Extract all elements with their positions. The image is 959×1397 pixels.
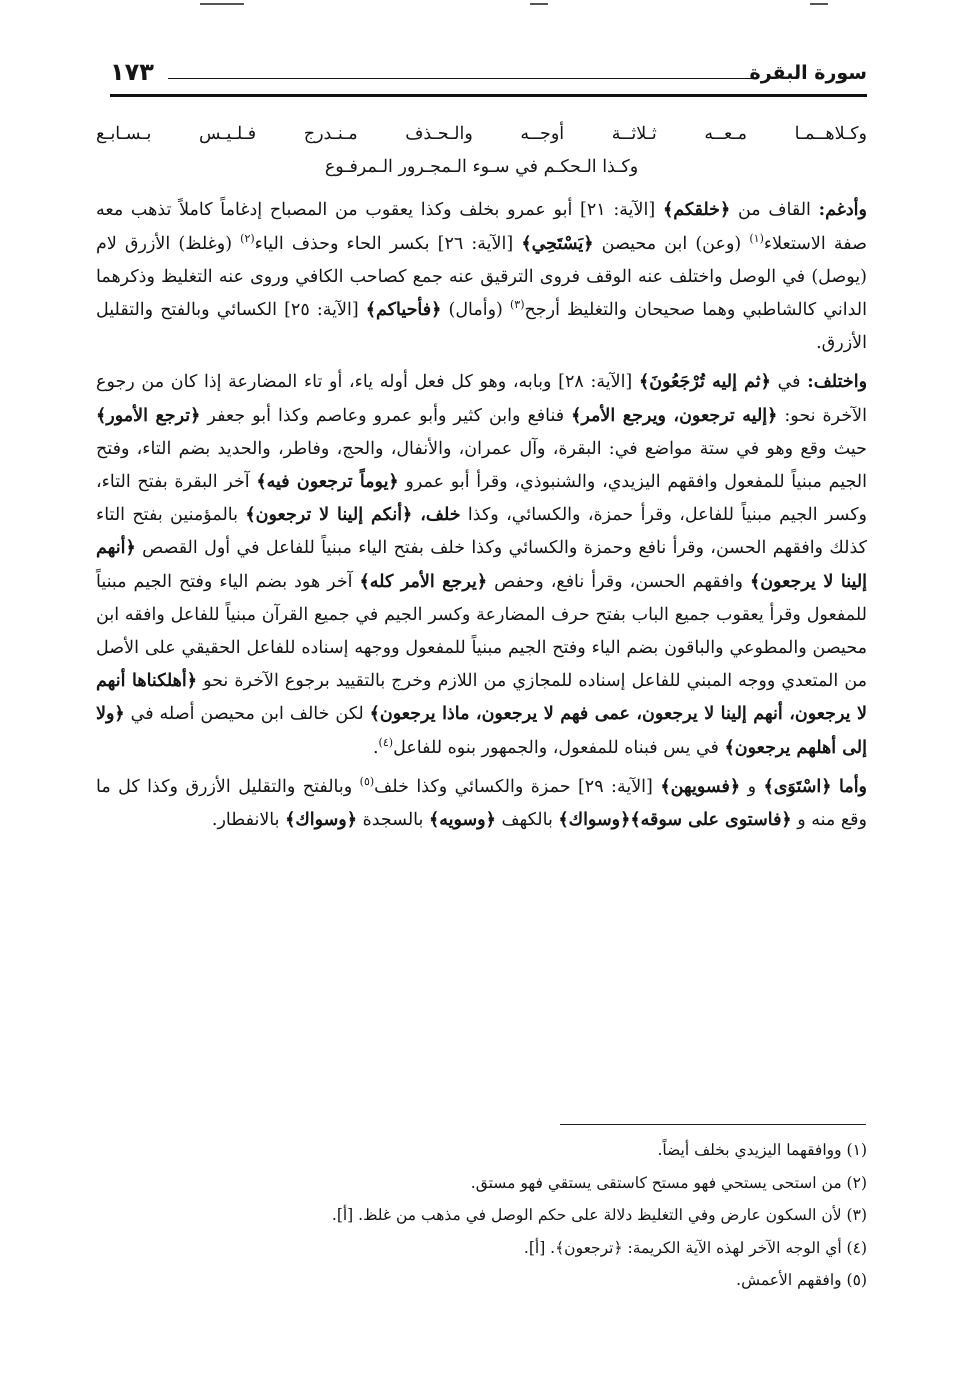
header-rule: [168, 78, 757, 79]
quran-quote: ﴿فسويهن﴾: [660, 776, 741, 797]
text-run: في يس فبناه للمفعول، والجمهور بنوه للفاعل: [393, 737, 725, 758]
text-run: في: [770, 372, 808, 393]
text-run: بالمؤمنين بفتح التاء كذلك وافقهم الحسن، وقرأ نافع وحمزة والكسائي وكذا خلف بفتح الياء مبنياً للفاعل في أول القصص: [96, 505, 867, 559]
text-run: (وعن) ابن محيصن: [593, 233, 750, 254]
verse-line: وكـذا الـحكـم في سـوء الـمجـرور الـمرفـوع: [324, 157, 639, 178]
footnote: (٥) وافقهم الأعمش.: [736, 1271, 867, 1289]
verse-block: [96, 118, 867, 184]
quran-quote: ﴿خلقكم﴾: [662, 200, 731, 221]
paragraphs: [96, 194, 867, 837]
paragraph: [96, 194, 867, 360]
quran-quote: ﴿إليه ترجعون، ويرجع الأمر﴾: [571, 405, 778, 426]
page-header: [110, 58, 867, 97]
footnote-separator: [560, 1124, 866, 1125]
quran-quote: ﴿يوماً ترجعون فيه﴾: [256, 472, 399, 493]
paragraph-lead: وأدغم:: [818, 200, 867, 221]
quran-quote: ﴿فأحياكم﴾: [365, 300, 442, 321]
paragraph-lead: وأما: [838, 776, 868, 797]
text-run: [832, 777, 839, 797]
footnote-ref: (٣): [510, 298, 525, 312]
footnote-ref: (٤): [378, 735, 394, 749]
page-body: [96, 118, 867, 843]
text-run: (وأمال): [441, 300, 510, 321]
footnote: (٢) من استحى يستحي فهو مستح كاستقى يستقي فهو مستق.: [470, 1173, 867, 1192]
surah-title: سورة البقرة: [749, 62, 867, 84]
text-run: لكن خالف ابن محيصن أصله في: [124, 704, 370, 725]
quran-quote: ﴿ثم إليه تُرْجَعُونَ﴾: [638, 372, 771, 393]
quran-quote: خلف، ﴿أنكم إلينا لا ترجعون﴾: [245, 505, 461, 526]
text-run: آخر هود بضم الياء وفتح الجيم مبنياً للمفعول وقرأ يعقوب جميع الباب بفتح حرف المضارعة وكسر الجيم في جميع القرآن مبنياً للفاعل وافقه ابن محيصن والمطوعي والباقون بضم الياء وفتح الجيم مبنياً للمفعول ووجهه إسناده للفاعل الحقيقي على الأصل من المتعدي ووجه المبني للفاعل إسناده للمجازي من اللازم وخرج بالتقييد برجوع الآخرة نحو: [96, 571, 868, 692]
text-run: [الآية: ٢٩] حمزة والكسائي وكذا خلف: [374, 776, 661, 797]
text-run: حيث وقع وهو في ستة مواضع في: البقرة، وآل عمران، والأنفال، والحج، وفاطر، والحديد بضم التاء، وفتح الجيم مبنياً للمفعول وافقهم اليزيدي، والشنبوذي، وقرأ أبو عمرو: [96, 438, 867, 493]
scan-mark: [810, 3, 828, 5]
text-run: [الآية: ٢٥] الكسائي وبالفتح والتقليل الأزرق.: [96, 300, 867, 354]
text-run: آخر البقرة بفتح التاء، وكسر الجيم مبنياً للفاعل، وقرأ حمزة، والكسائي، وكذا: [96, 472, 868, 526]
paragraph-lead: واختلف:: [807, 372, 868, 393]
text-run: القاف من: [730, 200, 819, 221]
quran-quote: ﴿أنهم إلينا لا يرجعون﴾: [96, 538, 868, 592]
quran-quote: ﴿يرجع الأمر كله﴾: [359, 571, 488, 592]
verse-line: وكـلاهــمـا مـعــه ثـلاثــة أوجــه والـحـذف مـنـدرج فـلـيـس بـسـابـع: [96, 124, 867, 144]
footnote: (٤) أي الوجه الآخر لهذه الآية الكريمة: ﴿ترجعون﴾. [أ].: [523, 1238, 867, 1257]
quran-quote: ﴿ترجع الأمور﴾: [96, 405, 201, 426]
footnote-ref: (٢): [240, 231, 255, 245]
text-run: [الآية: ٢٨] وبابه، وهو كل فعل أوله ياء، أو تاء المضارعة إذا كان من رجوع الآخرة نحو:: [96, 372, 867, 426]
quran-quote: ﴿أهلكناها أنهم لا يرجعون، أنهم إلينا لا يرجعون، عمى فهم لا يرجعون، ماذا يرجعون﴾: [96, 671, 867, 725]
text-run: فنافع وابن كثير وأبو عمرو وعاصم وكذا أبو جعفر: [200, 405, 572, 426]
footnote: (١) ووافقهما اليزيدي بخلف أيضاً.: [657, 1141, 867, 1159]
quran-quote: ﴿يَسْتَحِي﴾: [521, 233, 594, 254]
text-run: بالكهف: [495, 810, 559, 831]
quran-quote: ﴿ولا إلى أهلهم يرجعون﴾: [96, 704, 867, 758]
footnote-ref: (١): [749, 231, 764, 245]
quran-quote: ﴿فاستوى على سوقه﴾﴿وسواك﴾: [558, 810, 792, 831]
page-number: ١٧٣: [110, 58, 154, 86]
text-run: .: [372, 737, 379, 758]
text-run: [الآية: ٢١] أبو عمرو بخلف وكذا يعقوب من المصباح إدغاماً كاملاً تذهب معه صفة الاستعلاء: [96, 200, 867, 254]
paragraph: [96, 771, 867, 837]
scan-mark: [530, 3, 548, 5]
text-run: وافقهم الحسن، وقرأ نافع، وحفص: [487, 571, 750, 592]
text-run: بالانفطار.: [211, 810, 286, 831]
text-run: بالسجدة: [357, 810, 429, 831]
text-run: و: [740, 776, 764, 797]
footnotes: [150, 1134, 867, 1297]
scan-mark: [200, 3, 244, 5]
text-run: وبالفتح والتقليل الأزرق وكذا كل ما وقع منه و: [96, 776, 867, 831]
quran-quote: ﴿وسويه﴾: [428, 810, 496, 831]
footnote-ref: (٥): [359, 775, 375, 789]
footnote: (٣) لأن السكون عارض وفي التغليظ دلالة على حكم الوصل في مذهب من غلظ. [أ].: [331, 1206, 867, 1224]
paragraph: [96, 366, 867, 764]
text-run: (وغلظ) الأزرق لام (يوصل) في الوصل واختلف عنه الوقف فروى الترقيق عنه جمع كصاحب الكافي وروى عنه التغليظ وذكرهما الداني كالشاطبي وهما صحيحان والتغليظ أرجح: [96, 233, 867, 321]
quran-quote: ﴿وسواك﴾: [285, 810, 358, 831]
text-run: [الآية: ٢٦] بكسر الحاء وحذف الياء: [254, 233, 522, 254]
quran-quote: ﴿اسْتَوَى﴾: [763, 776, 832, 797]
